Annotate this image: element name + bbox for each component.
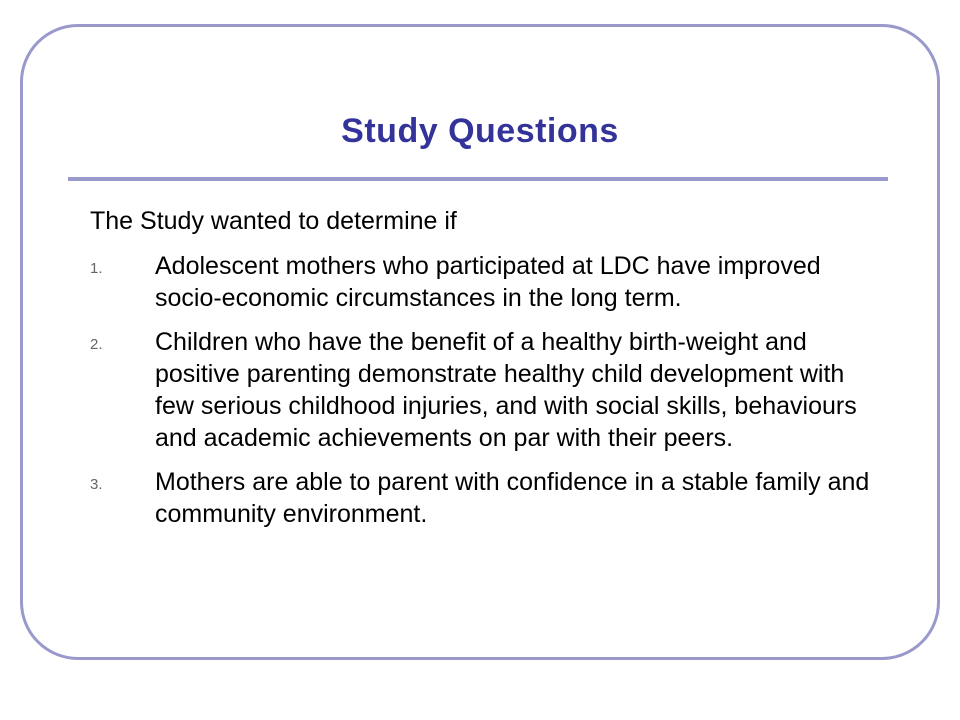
list-item-number: 2. xyxy=(90,336,103,353)
study-questions-list xyxy=(90,250,880,542)
list-item-number: 1. xyxy=(90,260,103,277)
slide-title: Study Questions xyxy=(341,112,619,150)
title-divider xyxy=(68,177,888,181)
list-item-number: 3. xyxy=(90,476,103,493)
list-item-text: Children who have the benefit of a healthy birth-weight and positive parenting demonstrate healthy child development with few serious childhood injuries, and with social skills, behaviours and academic achievements on par with their peers. xyxy=(155,328,857,452)
list-item xyxy=(90,466,880,530)
list-item-text: Mothers are able to parent with confidence in a stable family and community environment. xyxy=(155,468,870,528)
list-item xyxy=(90,326,880,454)
list-item xyxy=(90,250,880,314)
list-item-text: Adolescent mothers who participated at LDC have improved socio-economic circumstances in the long term. xyxy=(155,252,821,312)
intro-text: The Study wanted to determine if xyxy=(90,207,457,235)
